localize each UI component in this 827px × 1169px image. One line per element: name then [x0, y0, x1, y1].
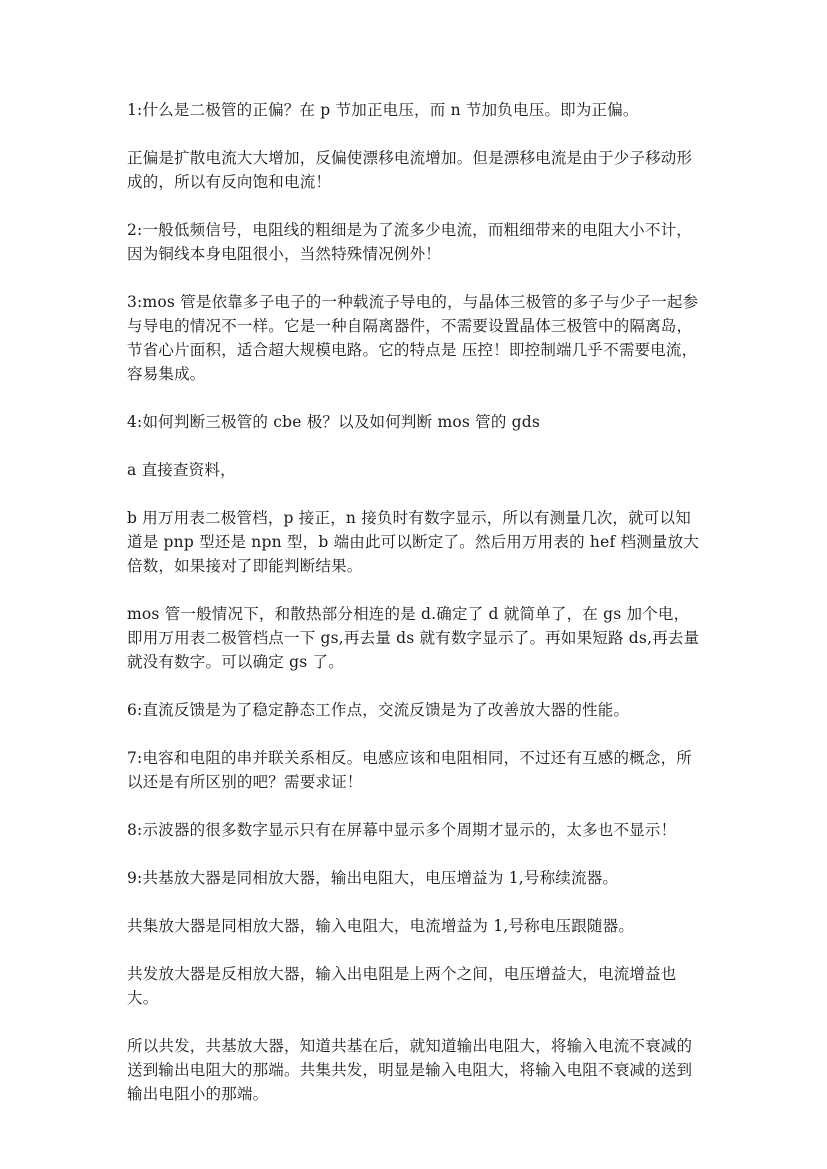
paragraph-q3: 3:mos 管是依靠多子电子的一种载流子导电的，与晶体三极管的多子与少子一起参与导电的情况不一样。它是一种自隔离器件，不需要设置晶体三极管中的隔离岛，节省心片面积，适合超大规模电路。它的特点是 压控！即控制端几乎不需要电流，容易集成。	[127, 293, 699, 383]
paragraph-q4: 4:如何判断三极管的 cbe 极？以及如何判断 mos 管的 gds	[127, 413, 541, 431]
paragraph-q9-common-base: 9:共基放大器是同相放大器，输出电阻大，电压增益为 1,号称续流器。	[127, 869, 619, 887]
paragraph-q9-common-emitter: 共发放大器是反相放大器，输入出电阻是上两个之间，电压增益大，电流增益也大。	[127, 965, 677, 1007]
paragraph-q9-common-collector: 共集放大器是同相放大器，输入电阻大，电流增益为 1,号称电压跟随器。	[127, 917, 635, 935]
paragraph-q4-a: a 直接查资料，	[127, 461, 236, 479]
paragraph-q8: 8:示波器的很多数字显示只有在屏幕中显示多个周期才显示的，太多也不显示！	[127, 821, 677, 839]
paragraph-q1-explanation: 正偏是扩散电流大大增加，反偏使漂移电流增加。但是漂移电流是由于少子移动形成的，所以有反向饱和电流！	[127, 149, 693, 191]
paragraph-q9-summary: 所以共发，共基放大器，知道共基在后，就知道输出电阻大，将输入电流不衰减的送到输出电阻大的那端。共集共发，明显是输入电阻大，将输入电阻不衰减的送到输出电阻小的那端。	[127, 1037, 693, 1103]
paragraph-q1: 1:什么是二极管的正偏？在 p 节加正电压，而 n 节加负电压。即为正偏。	[127, 101, 639, 119]
paragraph-q7: 7:电容和电阻的串并联关系相反。电感应该和电阻相同，不过还有互感的概念，所以还是有所区别的吧？需要求证！	[127, 749, 692, 791]
paragraph-q4-mos: mos 管一般情况下，和散热部分相连的是 d.确定了 d 就简单了，在 gs 加个电，即用万用表二极管档点一下 gs,再去量 ds 就有数字显示了。再如果短路 ds,再去量就没有数字。可以确定 gs 了。	[127, 605, 700, 671]
document-body	[127, 98, 702, 1130]
paragraph-q2: 2:一般低频信号，电阻线的粗细是为了流多少电流，而粗细带来的电阻大小不计，因为铜线本身电阻很小，当然特殊情况例外！	[127, 221, 692, 263]
paragraph-q4-b: b 用万用表二极管档，p 接正，n 接负时有数字显示，所以有测量几次，就可以知道是 pnp 型还是 npn 型，b 端由此可以断定了。然后用万用表的 hef 档测量放大倍数，如果接对了即能判断结果。	[127, 509, 700, 575]
paragraph-q6: 6:直流反馈是为了稳定静态工作点，交流反馈是为了改善放大器的性能。	[127, 701, 630, 719]
